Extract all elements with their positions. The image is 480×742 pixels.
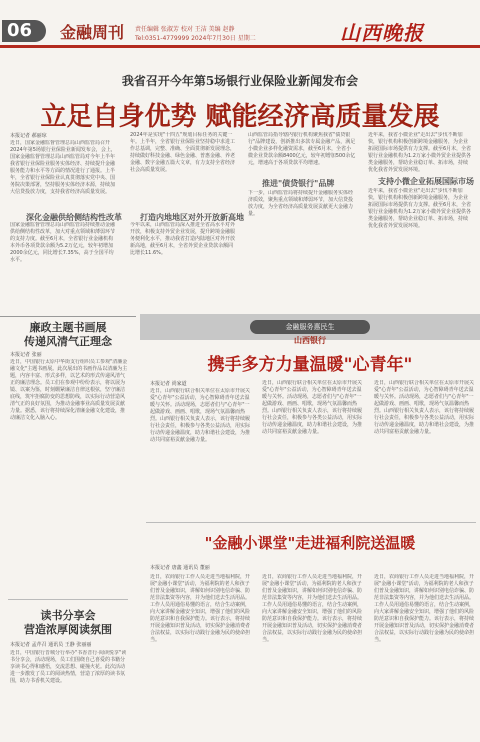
article1-subhead-2: 打造内地地区对外开放新高地 [140,212,244,222]
article4-col2: 近日，山西银行联合相关单位在太原市开展关爱"心青年"公益活动，为心智障碍青年送去温暖与关怀。活动现场，志愿者们与"心青年"一起做游戏、画画、唱歌，现场气氛温馨而热烈。山西银行相关负责人表示，该行将持续履行社会责任，积极参与各类公益活动，用实际行动传递金融温度，助力和谐社会建设，为推动共同富裕贡献金融力量。 [262,380,362,435]
article3-byline: 本报记者 孟芹召 通讯员 王静 张丽丽 [10,642,92,648]
article2-text: 近日，中国银行太原中华街支行组织员工参观"清廉金融文化"主题书画展。此次展出的书画作品以清廉为主题，内容丰富、形式多样，以艺术的形式传递风清气正的廉洁理念。员工们在参观中纷纷表示，将以展为镜、以案为鉴，时刻绷紧廉洁自律这根弦，坚守廉洁底线，筑牢拒腐防变的思想防线，以实际行动营造风清气正的良好氛围，为推动金融事业高质量发展贡献力量。据悉，该行将持续深化清廉金融文化建设，推动廉洁文化入脑入心。 [10,359,128,421]
article1-byline: 本报记者 郝丽琼 [10,133,47,139]
article5-col3: 近日，农商银行工作人员走进当地福利院，开展"金融小课堂"活动，为福利院的老人和孩子们普及金融知识，讲解如何识别电信诈骗、防范非法集资等内容，并为他们送去生活用品。工作人员用通俗易懂的语言，结合生动案例，向大家讲解金融安全知识，增强了他们的风险防范意识和自我保护能力。该行表示，将持续开展金融知识普及活动，切实保护金融消费者合法权益，以实际行动践行金融为民的使命担当。 [374,574,474,643]
article1-col1b: 国家金融监督管理总局山西监管局持续推动金融供给侧结构性改革，加大对重点领域和薄弱环节的支持力度。截至6月末，全省银行业金融机构本外币各项贷款余额为5.2万亿元，较年初增加2000余亿元，同比增长7.35%，高于全国平均水平。 [10,222,116,263]
page-number: 06 [2,20,46,42]
article1-subhead-4: 支持小微企业拓展国际市场 [378,176,474,186]
article2-byline: 本报记者 张丽 [10,352,42,358]
page-header [0,0,480,46]
article5-title: "金融小课堂"走进福利院送温暖 [204,534,416,552]
newspaper-logo: 山西晚报 [340,21,424,45]
article2-title-line2: 传递风清气正理念 [24,335,112,348]
article5-col2: 近日，农商银行工作人员走进当地福利院，开展"金融小课堂"活动，为福利院的老人和孩子们普及金融知识，讲解如何识别电信诈骗、防范非法集资等内容，并为他们送去生活用品。工作人员用通俗易懂的语言，结合生动案例，向大家讲解金融安全知识，增强了他们的风险防范意识和自我保护能力。该行表示，将持续开展金融知识普及活动，切实保护金融消费者合法权益，以实际行动践行金融为民的使命担当。 [262,574,362,643]
article1-subhead-3: 推进"债贷银行"品牌 [262,178,335,188]
article5-col1: 近日，农商银行工作人员走进当地福利院，开展"金融小课堂"活动，为福利院的老人和孩子们普及金融知识，讲解如何识别电信诈骗、防范非法集资等内容，并为他们送去生活用品。工作人员用通俗易懂的语言，结合生动案例，向大家讲解金融安全知识，增强了他们的风险防范意识和自我保护能力。该行表示，将持续开展金融知识普及活动，切实保护金融消费者合法权益，以实际行动践行金融为民的使命担当。 [150,574,250,643]
article1-title: 立足自身优势 赋能经济高质量发展 [40,102,440,132]
article4-col3: 近日，山西银行联合相关单位在太原市开展关爱"心青年"公益活动，为心智障碍青年送去温暖与关怀。活动现场，志愿者们与"心青年"一起做游戏、画画、唱歌，现场气氛温馨而热烈。山西银行相关负责人表示，该行将持续履行社会责任，积极参与各类公益活动，用实际行动传递金融温度，助力和谐社会建设，为推动共同富裕贡献金融力量。 [374,380,474,435]
article1-col2b: 今年以来，山西监管局深入推进全省高水平对外开放，积极支持外贸企业发展，提升跨境金融服务便利化水平，推动我省打造内陆地区对外开放新高地，截至6月末，全省外贸企业贷款余额同比增长11.6%。 [130,222,236,256]
article4-byline: 本报记者 尚家道 [150,381,187,387]
section-title: 金融周刊 [60,23,125,42]
header-rule [0,45,480,48]
header-meta-date: Tel:0351-4779999 2024年7月30日 星期二 [135,35,256,42]
article4-col1: 近日，山西银行联合相关单位在太原市开展关爱"心青年"公益活动，为心智障碍青年送去温暖与关怀。活动现场，志愿者们与"心青年"一起做游戏、画画、唱歌，现场气氛温馨而热烈。山西银行相关负责人表示，该行将持续履行社会责任，积极参与各类公益活动，用实际行动传递金融温度，助力和谐社会建设，为推动共同富裕贡献金融力量。 [150,388,250,443]
article1-col2: 2024年是实现"十四五"规划目标任务的关键一年。上半年，全省银行业保险业坚持稳中求进工作总基调，完整、准确、全面贯彻新发展理念，持续做好科技金融、绿色金融、普惠金融、养老金融、数字金融五篇大文章，有力支持全省经济社会高质量发展。 [130,132,236,173]
article3-text: 近日，中国银行晋城分行举办"书香晋行·阅读悦享"读书分享会，活动现场，员工们围绕自己喜爱的书籍分享读书心得和感悟，交流思想、碰撞火花。此次活动进一步激发了员工的阅读热情，营造了浓厚的读书氛围，助力书香机关建设。 [10,650,127,684]
article1-col1: 近日，国家金融监督管理总局山西监管局召开2024年第5场银行业保险业新闻发布会，会上，国家金融监督管理总局山西监管局对今年上半年我省银行业保险业服务实体经济、持续提升金融服务能力和水平等方面的情况进行了通报。上半年，全省银行业保险业认真贯彻落实党中央、国务院决策部署，坚持服务实体经济本源，持续加大信贷投放力度，支持我省经济高质量发展。 [10,140,116,195]
article1-col3b: 下一步，山西监管局将持续提升金融服务实体经济质效，聚焦重点领域和薄弱环节，加大信贷投放力度，为全省经济高质量发展贡献更大金融力量。 [248,190,354,217]
article2-title-line1: 廉政主题书画展 [29,321,107,334]
article1-subtitle: 我省召开今年第5场银行业保险业新闻发布会 [121,74,359,88]
article1-col4: 近年来，我省小微企业"走出去"步伐不断加快，银行机构积极创新跨境金融服务，为企业拓展国际市场提供有力支撑。截至6月末，全省银行业金融机构为1.2万家小微外贸企业提供各类金融服务，帮助企业稳订单、拓市场，持续优化我省外贸发展环境。 [368,188,472,229]
left-sidebar [0,316,136,636]
header-meta-editors: 责任编辑 张淑芳 校对 王洁 美编 赵静 [135,26,235,33]
article1-subhead-1: 深化金融供给侧结构性改革 [26,212,122,222]
sidebar-divider [8,599,128,600]
section-band-label: 金融服务惠民生 [250,320,370,334]
article1-col4a: 近年来，我省小微企业"走出去"步伐不断加快，银行机构积极创新跨境金融服务，为企业拓展国际市场提供有力支撑。截至6月末，全省银行业金融机构为1.2万家小微外贸企业提供各类金融服务，帮助企业稳订单、拓市场，持续优化我省外贸发展环境。 [368,132,472,172]
article3-title-line1: 读书分享会 [40,609,96,622]
article5-byline: 本报记者 唐鑫 通讯员 董丽 [150,565,210,571]
article4-subtitle: 山西银行 [294,336,326,345]
article3-title-line2: 营造浓厚阅读氛围 [24,623,112,636]
article4-title: 携手多方力量温暖"心青年" [207,355,413,375]
article1-col3: 山西监管局指导辖内银行机构聚焦我省"债贷银行"品牌建设，创新推出多款专属金融产品，满足小微企业多样化融资需求，截至6月末，全省小微企业贷款余额8400亿元，较年初增加500余亿元，增速高于各项贷款平均增速。 [248,132,356,166]
mid-divider [146,522,476,523]
